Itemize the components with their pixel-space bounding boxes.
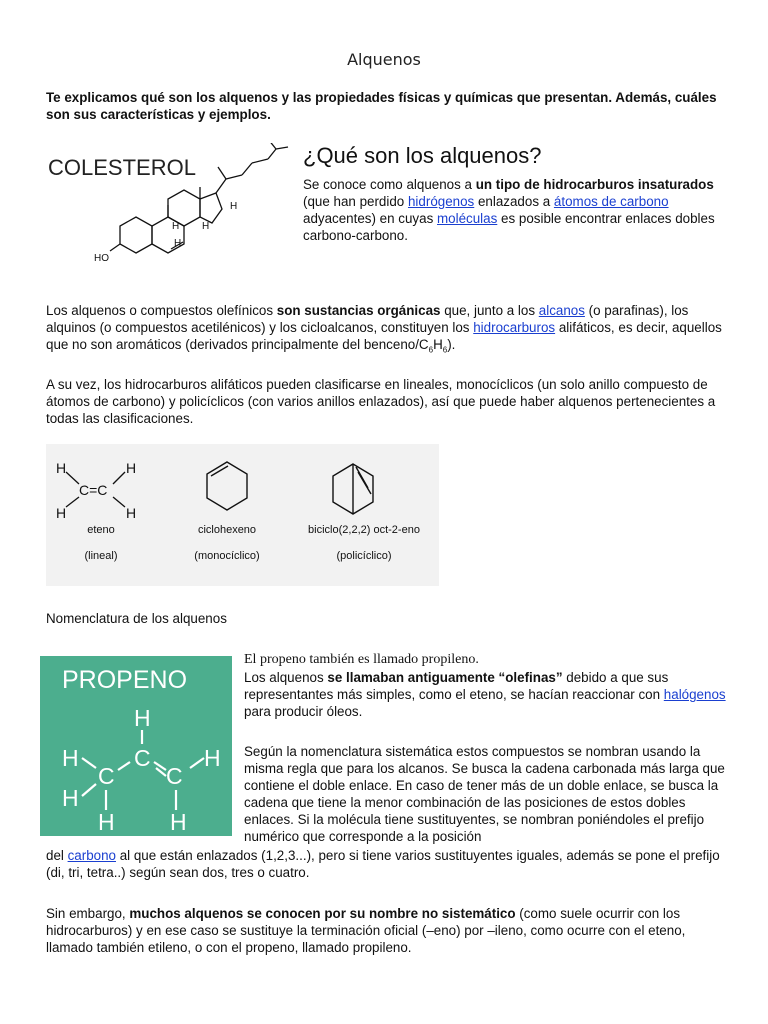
classification-paragraph: A su vez, los hidrocarburos alifáticos pueden clasificarse en lineales, monocíclicos (un solo anillo compuesto de átomos de carbono) y policíclicos (con varios anillos enlazados), así que puede haber alquenos pertenecientes a todas las clasificaciones. <box>46 377 716 426</box>
page-title: Alquenos <box>347 50 421 69</box>
propeno-caption: El propeno también es llamado propileno. <box>244 652 479 667</box>
systematic-nomenclature-continuation <box>46 847 730 881</box>
bold-text: se llamaban antiguamente “olefinas” <box>327 670 563 685</box>
olefinic-paragraph <box>46 302 730 359</box>
text-run: alifáticos, es decir, aquellos que no son aromáticos (derivados principalmente del benceno/C <box>46 320 722 352</box>
hydrogen-label: H <box>204 745 221 771</box>
text-run: H <box>433 337 443 352</box>
hydrogen-label: H <box>98 809 115 835</box>
hydrogen-label: H <box>126 505 137 521</box>
text-run: Sin embargo, <box>46 906 130 921</box>
hydrogen-label: H <box>172 221 180 232</box>
structure-name-eteno: eteno <box>87 524 115 536</box>
alkene-structures-figure <box>46 444 439 586</box>
carbon-label: C <box>98 763 115 789</box>
olefinas-paragraph <box>244 669 728 720</box>
text-run: (como suele ocurrir con los hidrocarburos) y en ese caso se sustituye la terminación oficial (–eno) por –ileno, como ocurre con el eteno, llamado también etileno, o con el propeno, llamado propileno. <box>46 906 686 955</box>
double-bond-label: C=C <box>79 482 108 498</box>
text-run: (o parafinas), los alquinos (o compuestos acetilénicos) y los cicloalcanos, constituyen los <box>46 303 689 335</box>
systematic-nomenclature-paragraph: Según la nomenclatura sistemática estos compuestos se nombran usando la misma regla que para los alcanos. Se busca la cadena carbonada más larga que contiene el doble enlace. En caso de tener más de un doble enlace, se busca la cadena que tiene la menor combinación de las posiciones de estos dobles enlaces. Si la molécula tiene sustituyentes, se nombran poniéndoles el prefijo numérico que corresponde a la posición <box>244 744 725 844</box>
propeno-structure-drawing <box>40 656 232 836</box>
text-run: que, junto a los <box>440 303 539 318</box>
link-carbono[interactable]: carbono <box>67 848 116 863</box>
hydrogen-label: H <box>134 705 151 731</box>
carbon-label: C <box>134 745 151 771</box>
propeno-figure <box>40 656 232 836</box>
text-run: adyacentes) en cuyas <box>303 211 437 226</box>
hydrogen-label: H <box>230 201 238 212</box>
text-run: es posible encontrar enlaces dobles carbono-carbono. <box>303 211 715 243</box>
subscript: 6 <box>442 345 448 355</box>
section-heading: ¿Qué son los alquenos? <box>303 143 542 168</box>
text-run: para producir óleos. <box>244 704 363 719</box>
link-moleculas[interactable]: moléculas <box>437 211 498 226</box>
text-run: enlazados a <box>474 194 554 209</box>
link-atomos-de-carbono[interactable]: átomos de carbono <box>553 194 669 209</box>
link-hidrocarburos[interactable]: hidrocarburos <box>473 320 556 335</box>
text-run: Los alquenos <box>244 670 328 685</box>
hydrogen-label: H <box>170 809 187 835</box>
structure-type-eteno: (lineal) <box>84 550 118 562</box>
cholesterol-label: COLESTEROL <box>48 155 196 180</box>
structure-type-biciclo: (policíclico) <box>336 550 392 562</box>
cholesterol-figure <box>46 143 290 268</box>
cholesterol-structure-drawing <box>46 143 290 268</box>
text-run: del <box>46 848 68 863</box>
hydrogen-label: H <box>56 505 67 521</box>
hydrogen-label: H <box>202 221 210 232</box>
alkene-structures-drawing <box>46 444 439 586</box>
hydrogen-label: H <box>62 785 79 811</box>
text-run: ). <box>447 337 456 352</box>
nomenclature-heading: Nomenclatura de los alquenos <box>46 611 227 626</box>
structure-name-biciclo: biciclo(2,2,2) oct-2-eno <box>308 524 420 536</box>
text-run: al que están enlazados (1,2,3...), pero si tiene varios sustituyentes iguales, además se pone el prefijo (di, tri, tetra..) según sean dos, tres o cuatro. <box>46 848 720 880</box>
subscript: 6 <box>428 345 434 355</box>
link-hidrogenos[interactable]: hidrógenos <box>407 194 475 209</box>
bold-text: son sustancias orgánicas <box>276 303 441 318</box>
text-run: (que han perdido <box>303 194 408 209</box>
carbon-label: C <box>166 763 183 789</box>
propeno-label: PROPENO <box>62 666 188 694</box>
structure-name-ciclohexeno: ciclohexeno <box>197 524 257 536</box>
bold-text: un tipo de hidrocarburos insaturados <box>475 177 714 192</box>
text-run: Los alquenos o compuestos olefínicos <box>46 303 277 318</box>
definition-paragraph <box>303 176 728 244</box>
common-names-paragraph <box>46 905 730 956</box>
bold-text: muchos alquenos se conocen por su nombre no sistemático <box>129 906 516 921</box>
link-halogenos[interactable]: halógenos <box>663 687 726 702</box>
hydrogen-label: H <box>126 460 137 476</box>
intro-paragraph: Te explicamos qué son los alquenos y las propiedades físicas y químicas que presentan. Además, cuáles son sus características y ejemplos. <box>46 90 717 122</box>
link-alcanos[interactable]: alcanos <box>538 303 585 318</box>
hydrogen-label: H <box>56 460 67 476</box>
text-run: debido a que sus representantes más simples, como el eteno, se hacían reaccionar con <box>244 670 669 702</box>
hydrogen-label: H <box>174 238 182 249</box>
hydrogen-label: H <box>62 745 79 771</box>
text-run: Se conoce como alquenos a <box>303 177 476 192</box>
hydroxyl-label: HO <box>94 253 109 264</box>
structure-type-ciclohexeno: (monocíclico) <box>194 550 260 562</box>
